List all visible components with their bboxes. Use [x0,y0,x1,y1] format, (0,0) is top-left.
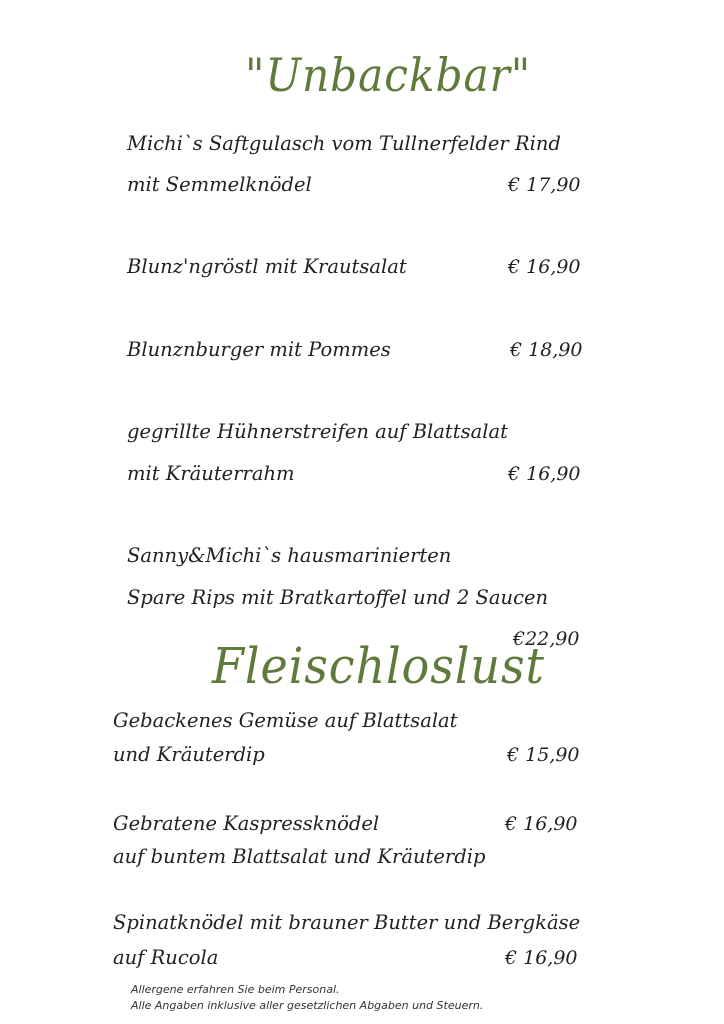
menu-item-price: € 16,90 [505,813,578,835]
menu-item-description: auf buntem Blattsalat und Kräuterdip [113,845,486,868]
menu-item-name: gegrillte Hühnerstreifen auf Blattsalat [127,420,508,443]
menu-item-price: € 18,90 [510,339,583,361]
menu-item-description: und Kräuterdip [113,743,265,766]
menu-item-description: mit Semmelknödel [127,173,312,196]
menu-item-name: Gebratene Kaspressknödel [113,812,380,835]
menu-item-description: mit Kräuterrahm [127,462,295,485]
footer-allergen-note: Allergene erfahren Sie beim Personal. [131,983,340,996]
menu-item-name: Spinatknödel mit brauner Butter und Bergkäse [113,911,581,934]
menu-item-name: Michi`s Saftgulasch vom Tullnerfelder Rind [127,132,561,155]
section-title-unbackbar: "Unbackbar" [245,48,532,102]
menu-item-price: €22,90 [513,628,580,650]
menu-item-name: Sanny&Michi`s hausmarinierten [127,544,452,567]
menu-item-name: Blunz'ngröstl mit Krautsalat [127,255,407,278]
menu-item-price: € 15,90 [507,744,580,766]
menu-item-name: Gebackenes Gemüse auf Blattsalat [113,709,458,732]
menu-item-description: auf Rucola [113,946,219,969]
menu-item-description: Spare Rips mit Bratkartoffel und 2 Saucen [127,586,549,609]
menu-item-name: Blunznburger mit Pommes [127,338,391,361]
menu-item-price: € 17,90 [508,174,581,196]
menu-item-price: € 16,90 [508,463,581,485]
section-title-fleischloslust: Fleischloslust [212,637,545,695]
menu-item-price: € 16,90 [505,947,578,969]
footer-tax-note: Alle Angaben inklusive aller gesetzlichen Abgaben und Steuern. [131,999,484,1012]
menu-item-price: € 16,90 [508,256,581,278]
